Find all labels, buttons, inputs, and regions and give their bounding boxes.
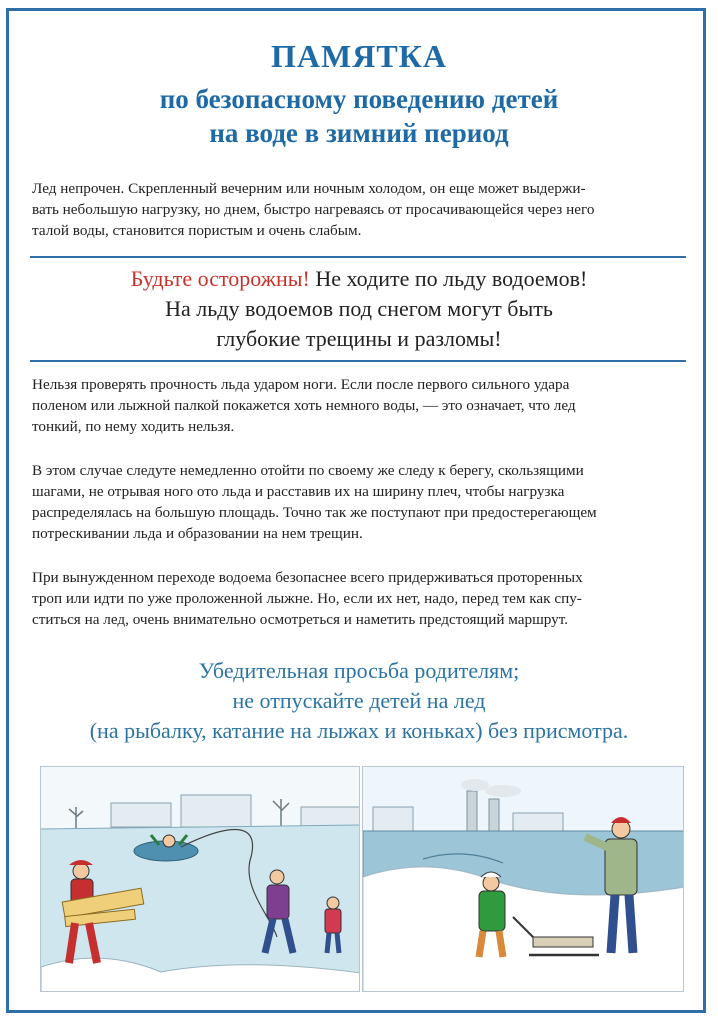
intro-line: талой воды, становится пористым и очень слабым.	[32, 222, 362, 239]
paragraph-line: потрескивании льда и образовании на нем трещин.	[32, 525, 363, 542]
warning-line3: глубокие трещины и разломы!	[216, 326, 502, 351]
intro-line: Лед непрочен. Скрепленный вечерним или ночным холодом, он еще может выдержи-	[32, 180, 586, 197]
divider-top	[30, 256, 686, 258]
retreat-paragraph	[32, 460, 692, 544]
paragraph-line: поленом или лыжной палкой покажется хоть немного воды, — это означает, что лед	[32, 397, 576, 414]
paragraph-line: Нельзя проверять прочность льда ударом ноги. Если после первого сильного удара	[32, 376, 570, 393]
paragraph-line: троп или идти по уже проложенной лыжне. Но, если их нет, надо, перед тем как спу-	[32, 590, 582, 607]
intro-paragraph	[32, 178, 692, 241]
appeal-line2: не отпускайте детей на лед	[232, 688, 486, 713]
poster-subtitle-line1: по безопасному поведению детей	[159, 84, 559, 114]
warning-line2: На льду водоемов под снегом могут быть	[165, 296, 553, 321]
paragraph-line: В этом случае следуте немедленно отойти по своему же следу к берегу, скользящими	[32, 462, 584, 479]
appeal-line3: (на рыбалку, катание на лыжах и коньках) без присмотра.	[89, 718, 629, 743]
poster-subtitle-line2: на воде в зимний период	[209, 118, 509, 148]
warning-lead: Будьте осторожны!	[130, 266, 310, 291]
appeal-line1: Убедительная просьба родителям;	[198, 658, 520, 683]
paragraph-line: ститься на лед, очень внимательно осмотреться и наметить предстоящий маршрут.	[32, 611, 569, 628]
warning-text: Не ходите по льду водоемов!	[309, 266, 588, 291]
paragraph-line: тонкий, по нему ходить нельзя.	[32, 418, 235, 435]
paragraph-line: При вынужденном переходе водоема безопаснее всего придерживаться проторенных	[32, 569, 583, 586]
ice-test-paragraph	[32, 374, 692, 437]
ice-rescue-illustration	[40, 766, 360, 992]
warning-line1	[0, 264, 718, 294]
paragraph-line: распределялась на большую площадь. Точно так же поступают при предостерегающем	[32, 504, 597, 521]
ice-rescue-drawing	[41, 767, 360, 992]
paragraph-line: шагами, не отрывая ного ото льда и расставив их на ширину плеч, чтобы нагрузка	[32, 483, 565, 500]
poster-title: ПАМЯТКА	[271, 38, 447, 74]
divider-bottom	[30, 360, 686, 362]
sled-warning-drawing	[363, 767, 684, 992]
intro-line: вать небольшую нагрузку, но днем, быстро нагреваясь от просачивающейся через него	[32, 201, 595, 218]
sled-warning-illustration	[362, 766, 684, 992]
crossing-paragraph	[32, 567, 692, 630]
